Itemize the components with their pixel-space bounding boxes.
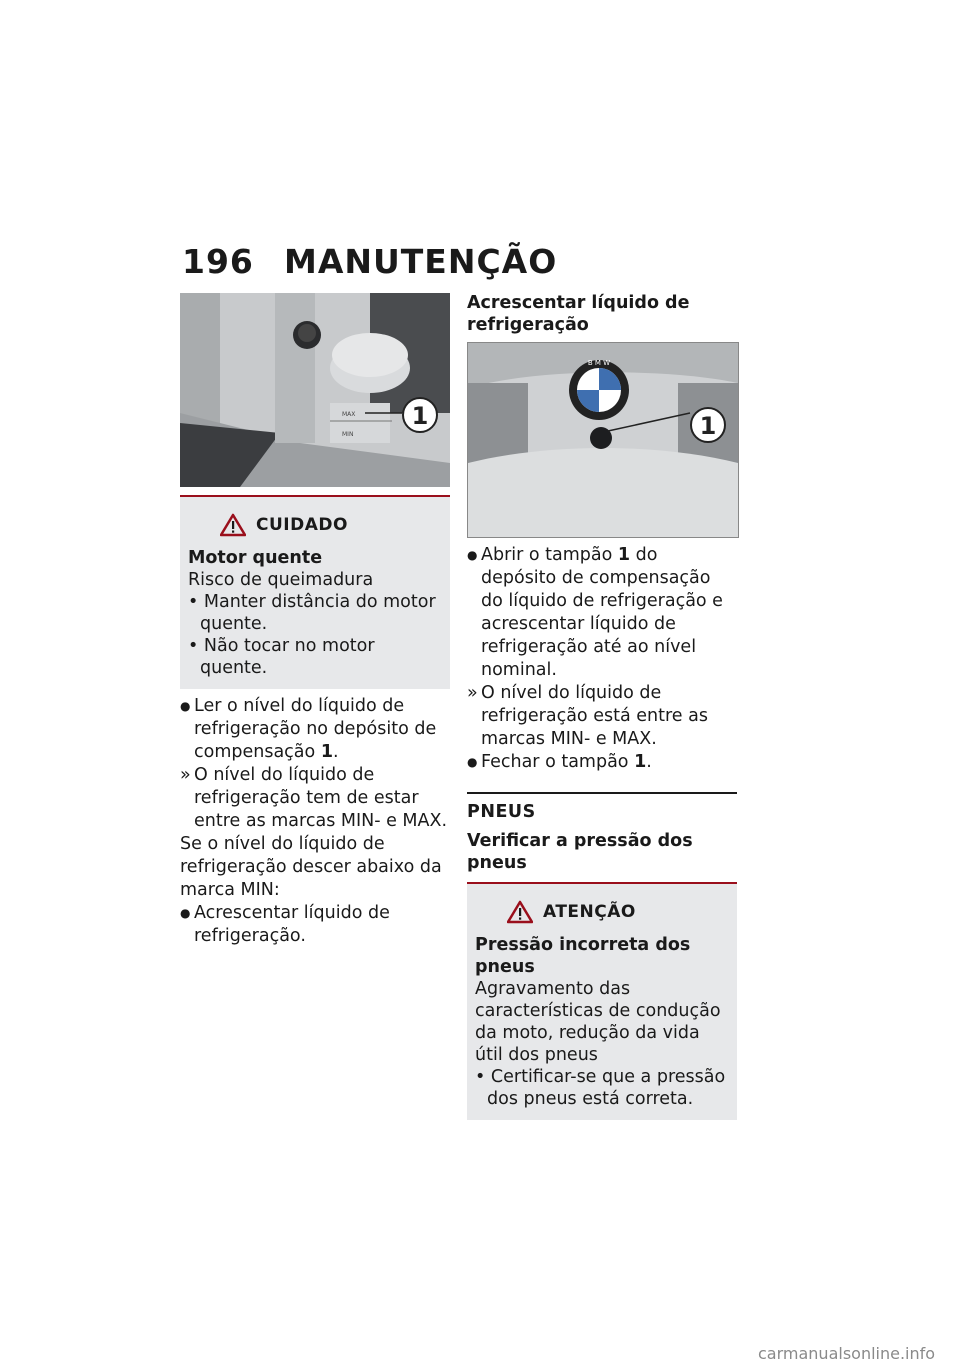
right-column <box>467 292 737 1120</box>
caution-heading: Motor quente <box>188 548 323 568</box>
attention-box <box>467 882 737 1120</box>
coolant-filler-photo <box>467 342 739 538</box>
step-add-coolant: ● Acrescentar líquido de refrigeração. <box>180 903 390 946</box>
attention-label: ATENÇÃO <box>543 902 636 922</box>
add-coolant-heading: Acrescentar líquido de refrigeração <box>467 293 690 335</box>
left-steps <box>180 695 450 948</box>
engine-coolant-illustration <box>180 293 450 487</box>
section-divider <box>467 792 737 794</box>
step-open-cap: ● Abrir o tampão 1 do depósito de compensação do líquido de refrigeração e acrescentar líquido de refrigeração até ao nível nominal. <box>467 545 723 680</box>
page-number: 196 <box>182 242 254 281</box>
watermark: carmanualsonline.info <box>758 1344 936 1363</box>
result-level-ok: » O nível do líquido de refrigeração está entre as marcas MIN- e MAX. <box>467 683 708 749</box>
attention-heading: Pressão incorreta dos pneus <box>475 935 691 977</box>
warning-triangle-icon <box>220 513 246 537</box>
callout-1: 1 <box>411 402 429 430</box>
check-tire-pressure-heading: Verificar a pressão dos pneus <box>467 831 693 873</box>
step-read-level: ● Ler o nível do líquido de refrigeração no depósito de compensação 1. <box>180 696 437 762</box>
left-column <box>180 293 450 948</box>
attention-item-1: • Certificar-se que a pressão dos pneus está correta. <box>475 1067 726 1109</box>
bmw-logo-text: B M W <box>587 359 611 367</box>
right-steps <box>467 544 737 774</box>
max-mark-label: MAX <box>342 411 356 418</box>
caution-text: Risco de queimadura <box>188 570 374 590</box>
attention-text: Agravamento das características de condução da moto, redução da vida útil dos pneus <box>475 979 721 1065</box>
page-title: MANUTENÇÃO <box>284 242 558 281</box>
step-close-cap: ● Fechar o tampão 1. <box>467 752 652 772</box>
section-title-pneus: PNEUS <box>467 802 536 822</box>
caution-box <box>180 495 450 689</box>
caution-item-2: • Não tocar no motor quente. <box>188 636 375 678</box>
caution-label: CUIDADO <box>256 515 348 535</box>
paragraph-below-min: Se o nível do líquido de refrigeração descer abaixo da marca MIN: <box>180 834 442 900</box>
callout-1-right: 1 <box>699 412 717 440</box>
min-mark-label: MIN <box>342 431 354 438</box>
result-level-range: » O nível do líquido de refrigeração tem de estar entre as marcas MIN- e MAX. <box>180 765 448 831</box>
coolant-filler-illustration <box>468 343 738 537</box>
engine-coolant-photo <box>180 293 450 487</box>
caution-item-1: • Manter distância do motor quente. <box>188 592 436 634</box>
warning-triangle-icon <box>507 900 533 924</box>
